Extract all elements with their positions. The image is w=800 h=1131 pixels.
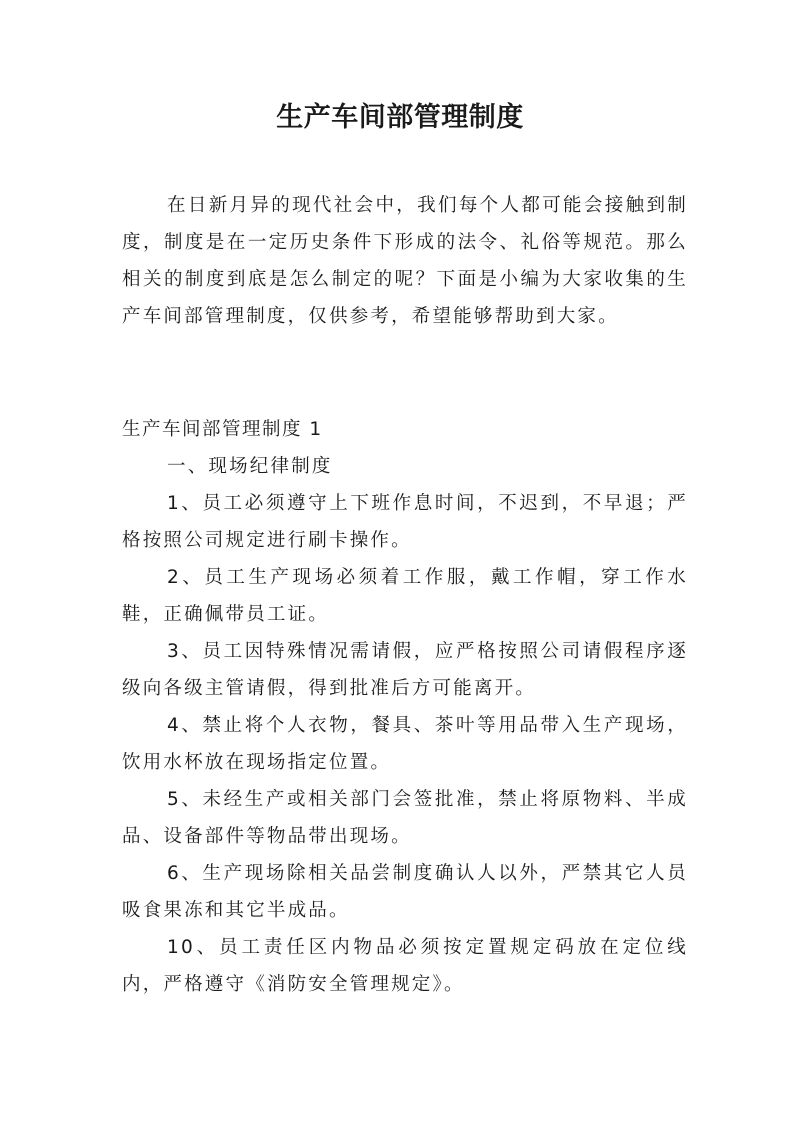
subsection-title: 一、现场纪律制度: [167, 456, 333, 477]
rule-paragraph: 6、生产现场除相关品尝制度确认人以外，严禁其它人员吸食果冻和其它半成品。: [122, 863, 688, 921]
document-title: 生产车间部管理制度: [276, 102, 524, 133]
section-title: 生产车间部管理制度 1: [122, 419, 323, 440]
rule-paragraph: 3、员工因特殊情况需请假，应严格按照公司请假程序逐级向各级主管请假，得到批准后方可能离开。: [122, 641, 688, 699]
rule-paragraph: 1、员工必须遵守上下班作息时间，不迟到，不早退；严格按照公司规定进行刷卡操作。: [122, 493, 688, 551]
rule-paragraph: 5、未经生产或相关部门会签批准，禁止将原物料、半成品、设备部件等物品带出现场。: [122, 789, 688, 847]
intro-block: [122, 187, 688, 335]
rule-paragraph: 10、员工责任区内物品必须按定置规定码放在定位线内，严格遵守《消防安全管理规定》。: [122, 937, 688, 995]
rule-paragraph: 2、员工生产现场必须着工作服，戴工作帽，穿工作水鞋，正确佩带员工证。: [122, 567, 688, 625]
body-block: [122, 411, 688, 1003]
intro-paragraph: 在日新月异的现代社会中，我们每个人都可能会接触到制度，制度是在一定历史条件下形成的法令、礼俗等规范。那么相关的制度到底是怎么制定的呢？下面是小编为大家收集的生产车间部管理制度，仅供参考，希望能够帮助到大家。: [122, 195, 688, 327]
rule-paragraph: 4、禁止将个人衣物，餐具、茶叶等用品带入生产现场，饮用水杯放在现场指定位置。: [122, 715, 688, 773]
